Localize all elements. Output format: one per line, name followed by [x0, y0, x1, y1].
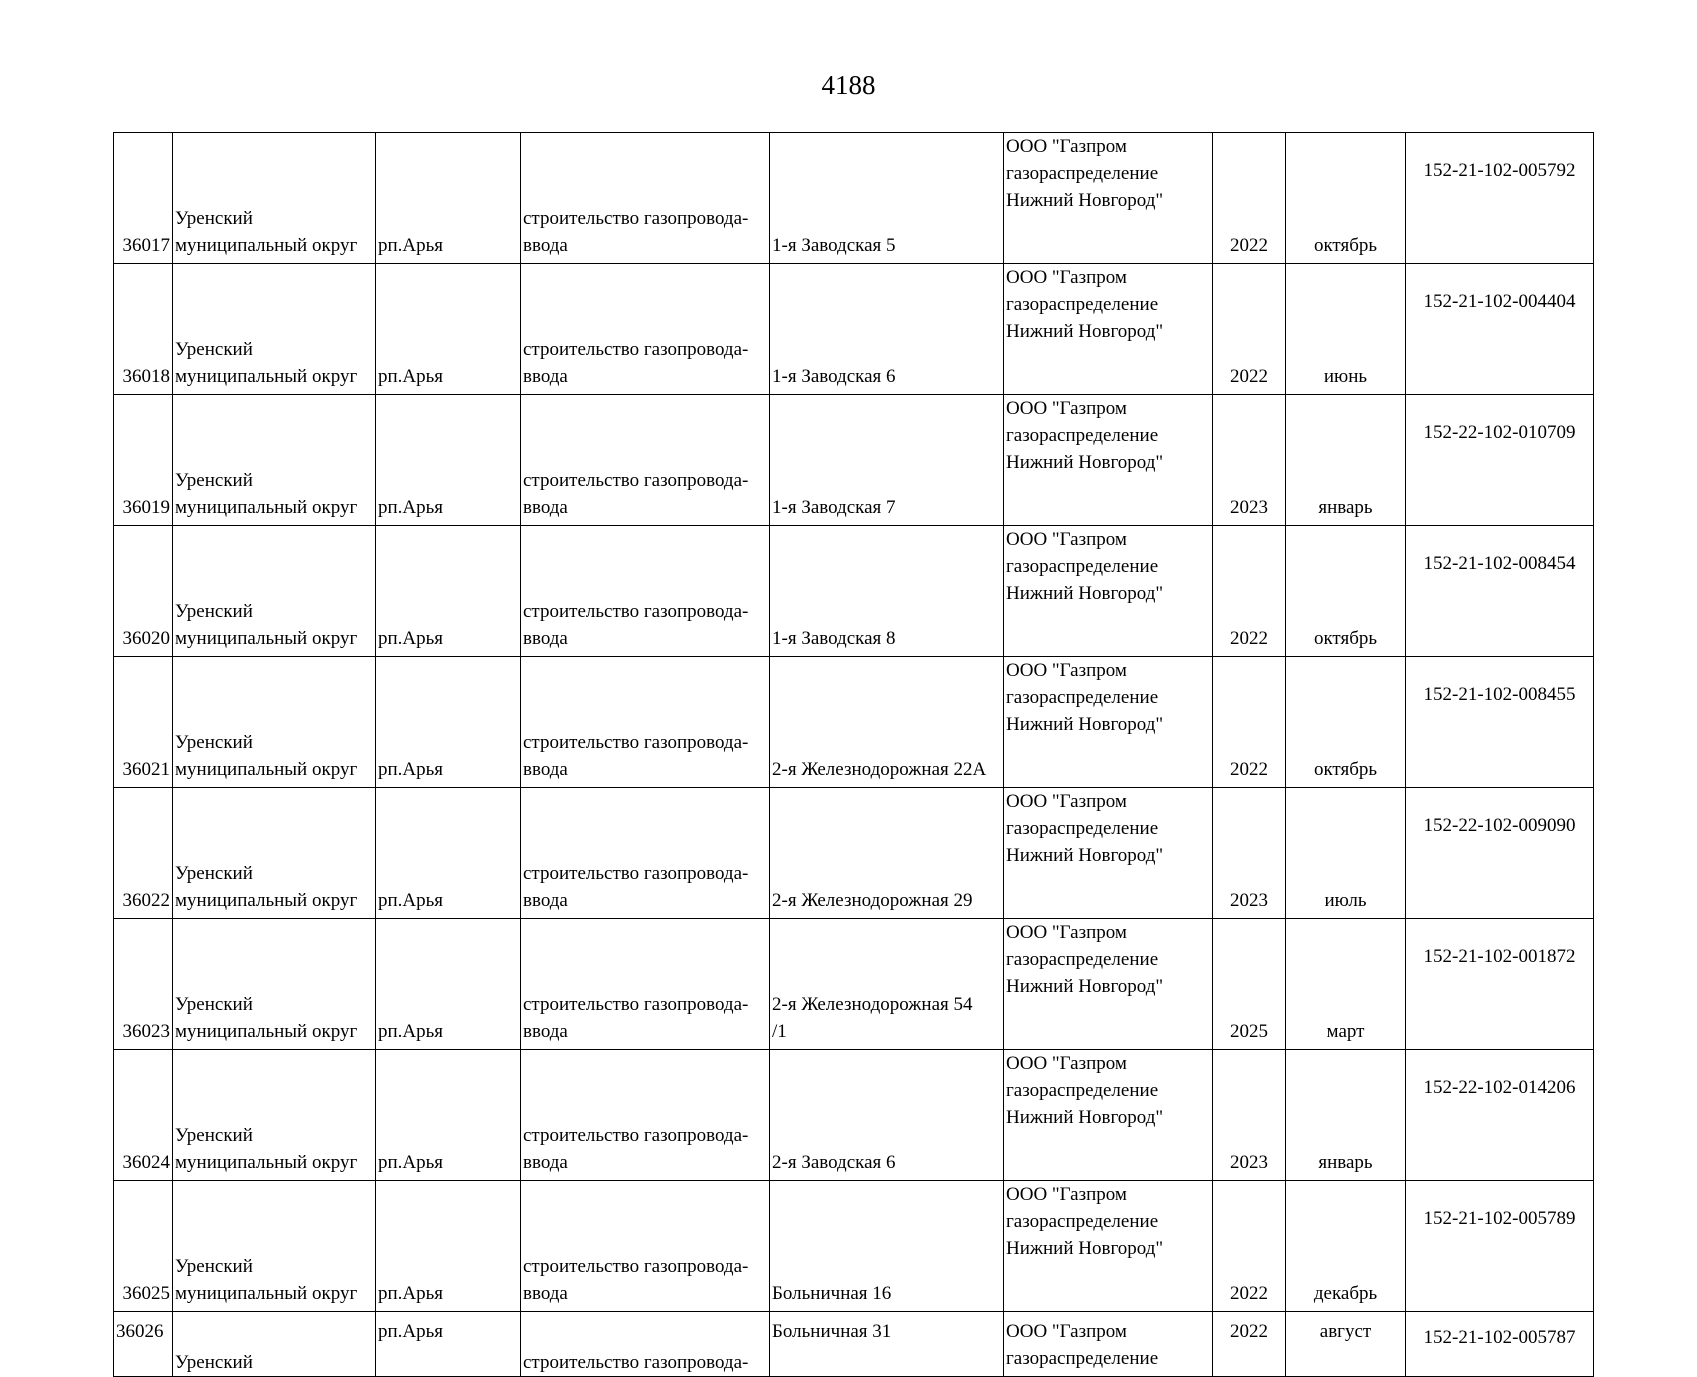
address-line: /1 [772, 1021, 787, 1042]
page-number: 4188 [821, 70, 876, 100]
work-line: ввода [523, 890, 568, 911]
work-line: строительство газопровода- [523, 1125, 749, 1146]
month-cell: август [1286, 1312, 1406, 1377]
record-id: 36023 [114, 919, 173, 1050]
work-cell [521, 1050, 770, 1181]
work-line: ввода [523, 1021, 568, 1042]
work-cell [521, 1181, 770, 1312]
organization-cell [1004, 395, 1213, 526]
address-cell [770, 788, 1004, 919]
year-cell: 2025 [1213, 919, 1286, 1050]
district-line: Уренский [175, 863, 253, 884]
table-row [114, 133, 1594, 264]
organization-line: Нижний Новгород" [1006, 1238, 1164, 1259]
address-cell [770, 133, 1004, 264]
record-id: 36018 [114, 264, 173, 395]
table-row [114, 264, 1594, 395]
address-cell [770, 395, 1004, 526]
district-cell [173, 919, 376, 1050]
work-cell [521, 526, 770, 657]
work-cell [521, 264, 770, 395]
organization-line: ООО "Газпром [1006, 1184, 1127, 1205]
organization-cell [1004, 1050, 1213, 1181]
month-cell: октябрь [1286, 133, 1406, 264]
district-line: муниципальный округ [175, 628, 358, 649]
district-line: Уренский [175, 732, 253, 753]
table-row [114, 1050, 1594, 1181]
work-line: строительство газопровода- [523, 1256, 749, 1277]
organization-cell [1004, 1181, 1213, 1312]
district-line: муниципальный округ [175, 759, 358, 780]
settlement-cell: рп.Арья [376, 133, 521, 264]
address-line: 2-я Заводская 6 [772, 1152, 896, 1173]
code-cell: 152-21-102-005789 [1406, 1181, 1594, 1312]
district-cell: Уренский [173, 1312, 376, 1377]
address-cell [770, 264, 1004, 395]
table-row [114, 788, 1594, 919]
work-cell [521, 133, 770, 264]
district-cell [173, 1181, 376, 1312]
record-id: 36019 [114, 395, 173, 526]
settlement-cell: рп.Арья [376, 264, 521, 395]
organization-line: Нижний Новгород" [1006, 583, 1164, 604]
district-line: муниципальный округ [175, 1283, 358, 1304]
organization-cell [1004, 657, 1213, 788]
month-cell: декабрь [1286, 1181, 1406, 1312]
organization-line: Нижний Новгород" [1006, 845, 1164, 866]
code-cell: 152-22-102-010709 [1406, 395, 1594, 526]
district-line: Уренский [175, 208, 253, 229]
year-cell: 2022 [1213, 1181, 1286, 1312]
organization-line: Нижний Новгород" [1006, 190, 1164, 211]
district-line: Уренский [175, 994, 253, 1015]
address-line: Больничная 16 [772, 1283, 892, 1304]
work-line: ввода [523, 628, 568, 649]
year-cell: 2022 [1213, 526, 1286, 657]
organization-line: газораспределение [1006, 556, 1159, 577]
organization-line: газораспределение [1006, 1080, 1159, 1101]
district-cell [173, 264, 376, 395]
table-row [114, 657, 1594, 788]
settlement-cell: рп.Арья [376, 395, 521, 526]
organization-cell [1004, 1312, 1213, 1377]
record-id: 36020 [114, 526, 173, 657]
organization-line: Нижний Новгород" [1006, 976, 1164, 997]
work-line: строительство газопровода- [523, 470, 749, 491]
district-line: муниципальный округ [175, 1152, 358, 1173]
address-cell [770, 526, 1004, 657]
district-line: Уренский [175, 1125, 253, 1146]
work-line: ввода [523, 759, 568, 780]
address-line: 1-я Заводская 8 [772, 628, 896, 649]
district-line: Уренский [175, 1256, 253, 1277]
settlement-cell: рп.Арья [376, 788, 521, 919]
district-cell [173, 788, 376, 919]
organization-line: Нижний Новгород" [1006, 1107, 1164, 1128]
district-line: Уренский [175, 339, 253, 360]
record-id: 36017 [114, 133, 173, 264]
month-cell: июнь [1286, 264, 1406, 395]
organization-cell [1004, 133, 1213, 264]
district-cell [173, 395, 376, 526]
organization-line: газораспределение [1006, 1211, 1159, 1232]
work-cell: строительство газопровода- [521, 1312, 770, 1377]
organization-line: Нижний Новгород" [1006, 714, 1164, 735]
year-cell: 2022 [1213, 1312, 1286, 1377]
code-cell: 152-21-102-008455 [1406, 657, 1594, 788]
record-id: 36026 [114, 1312, 173, 1377]
year-cell: 2022 [1213, 264, 1286, 395]
registry-table [113, 132, 1594, 1377]
address-line: 1-я Заводская 5 [772, 235, 896, 256]
organization-line: ООО "Газпром [1006, 791, 1127, 812]
work-line: строительство газопровода- [523, 994, 749, 1015]
address-cell: Больничная 31 [770, 1312, 1004, 1377]
organization-line: газораспределение [1006, 425, 1159, 446]
district-cell [173, 1050, 376, 1181]
month-cell: январь [1286, 1050, 1406, 1181]
settlement-cell: рп.Арья [376, 526, 521, 657]
table-row [114, 1181, 1594, 1312]
table-row-partial [114, 1312, 1594, 1377]
organization-line: ООО "Газпром [1006, 136, 1127, 157]
code-cell: 152-21-102-004404 [1406, 264, 1594, 395]
organization-line: газораспределение [1006, 949, 1159, 970]
year-cell: 2023 [1213, 395, 1286, 526]
address-line: 2-я Железнодорожная 22А [772, 759, 987, 780]
code-cell: 152-22-102-009090 [1406, 788, 1594, 919]
address-line: 1-я Заводская 6 [772, 366, 896, 387]
work-cell [521, 919, 770, 1050]
organization-line: ООО "Газпром [1006, 267, 1127, 288]
organization-line: ООО "Газпром [1006, 1053, 1127, 1074]
table-row [114, 919, 1594, 1050]
month-cell: июль [1286, 788, 1406, 919]
year-cell: 2022 [1213, 133, 1286, 264]
district-line: муниципальный округ [175, 497, 358, 518]
organization-line: ООО "Газпром [1006, 529, 1127, 550]
organization-line: Нижний Новгород" [1006, 321, 1164, 342]
organization-line: газораспределение [1006, 687, 1159, 708]
work-line: строительство газопровода- [523, 732, 749, 753]
month-cell: январь [1286, 395, 1406, 526]
settlement-cell: рп.Арья [376, 1312, 521, 1377]
record-id: 36024 [114, 1050, 173, 1181]
organization-cell [1004, 788, 1213, 919]
month-cell: октябрь [1286, 657, 1406, 788]
month-cell: октябрь [1286, 526, 1406, 657]
organization-cell [1004, 919, 1213, 1050]
settlement-cell: рп.Арья [376, 1050, 521, 1181]
record-id: 36021 [114, 657, 173, 788]
work-cell [521, 788, 770, 919]
district-line: Уренский [175, 470, 253, 491]
district-line: муниципальный округ [175, 890, 358, 911]
work-line: ввода [523, 497, 568, 518]
work-line: строительство газопровода- [523, 863, 749, 884]
work-line: строительство газопровода- [523, 339, 749, 360]
work-cell [521, 395, 770, 526]
address-cell [770, 657, 1004, 788]
district-cell [173, 657, 376, 788]
organization-line: газораспределение [1006, 1348, 1159, 1369]
year-cell: 2023 [1213, 1050, 1286, 1181]
record-id: 36025 [114, 1181, 173, 1312]
address-cell [770, 1181, 1004, 1312]
work-line: ввода [523, 1152, 568, 1173]
address-line: 2-я Железнодорожная 29 [772, 890, 973, 911]
organization-line: Нижний Новгород" [1006, 452, 1164, 473]
organization-cell [1004, 526, 1213, 657]
table-row [114, 395, 1594, 526]
month-cell: март [1286, 919, 1406, 1050]
district-line: Уренский [175, 601, 253, 622]
code-cell: 152-21-102-005787 [1406, 1312, 1594, 1377]
settlement-cell: рп.Арья [376, 657, 521, 788]
work-line: ввода [523, 366, 568, 387]
record-id: 36022 [114, 788, 173, 919]
district-line: муниципальный округ [175, 366, 358, 387]
code-cell: 152-22-102-014206 [1406, 1050, 1594, 1181]
address-cell [770, 1050, 1004, 1181]
organization-line: газораспределение [1006, 818, 1159, 839]
organization-line: ООО "Газпром [1006, 660, 1127, 681]
code-cell: 152-21-102-005792 [1406, 133, 1594, 264]
work-line: строительство газопровода- [523, 601, 749, 622]
district-line: муниципальный округ [175, 1021, 358, 1042]
settlement-cell: рп.Арья [376, 919, 521, 1050]
organization-line: ООО "Газпром [1006, 1321, 1127, 1342]
address-line: 1-я Заводская 7 [772, 497, 896, 518]
work-cell [521, 657, 770, 788]
work-line: ввода [523, 235, 568, 256]
district-line: муниципальный округ [175, 235, 358, 256]
organization-line: газораспределение [1006, 163, 1159, 184]
district-cell [173, 526, 376, 657]
address-line: 2-я Железнодорожная 54 [772, 994, 973, 1015]
address-cell [770, 919, 1004, 1050]
district-cell [173, 133, 376, 264]
table-row [114, 526, 1594, 657]
settlement-cell: рп.Арья [376, 1181, 521, 1312]
work-line: ввода [523, 1283, 568, 1304]
organization-line: ООО "Газпром [1006, 922, 1127, 943]
organization-line: ООО "Газпром [1006, 398, 1127, 419]
year-cell: 2023 [1213, 788, 1286, 919]
code-cell: 152-21-102-001872 [1406, 919, 1594, 1050]
organization-line: газораспределение [1006, 294, 1159, 315]
organization-cell [1004, 264, 1213, 395]
year-cell: 2022 [1213, 657, 1286, 788]
code-cell: 152-21-102-008454 [1406, 526, 1594, 657]
work-line: строительство газопровода- [523, 208, 749, 229]
